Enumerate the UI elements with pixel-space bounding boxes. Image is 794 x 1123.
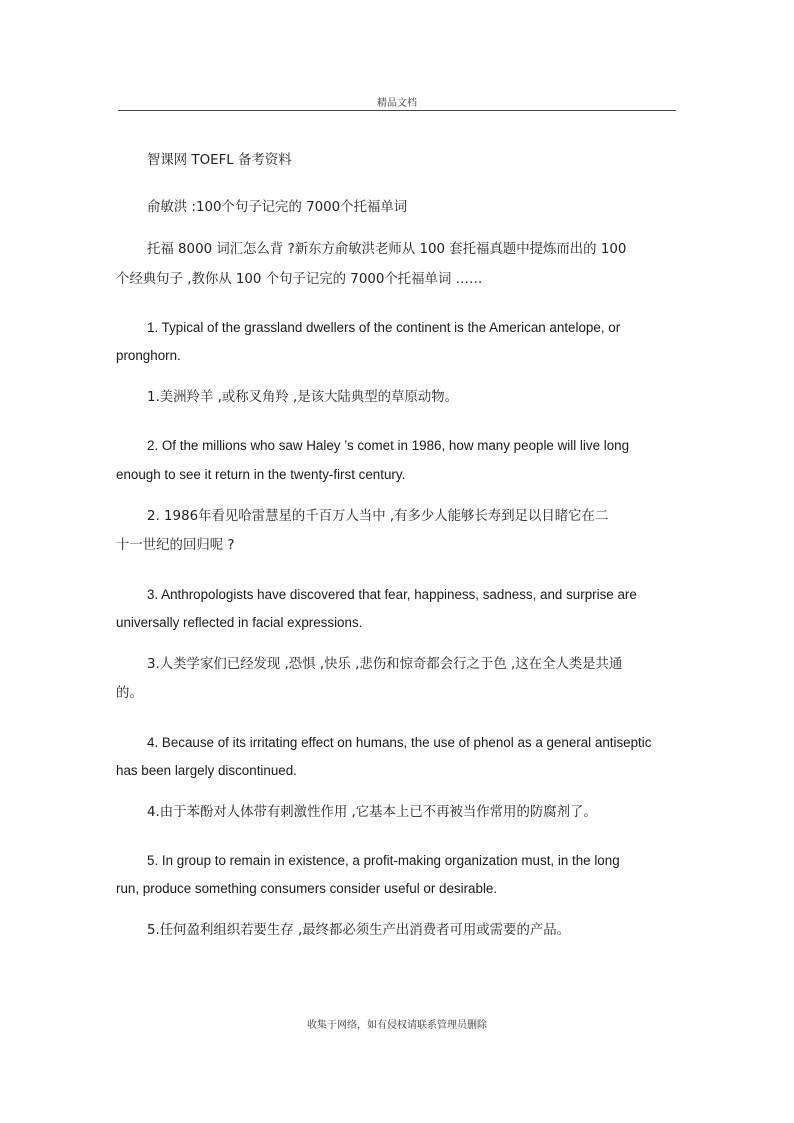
sentence-4-english-line1: 4. Because of its irritating effect on humans, the use of phenol as a general antiseptic bbox=[147, 735, 652, 750]
sentence-1-english-line1: 1. Typical of the grassland dwellers of the continent is the American antelope, or bbox=[147, 320, 621, 335]
sentence-3-chinese-line2: 的。 bbox=[116, 686, 143, 701]
intro-paragraph-line1: 托福 8000 词汇怎么背 ?新东方俞敏洪老师从 100 套托福真题中提炼而出的 100 bbox=[147, 242, 627, 257]
page-header: 精品文档 bbox=[377, 98, 417, 109]
sentence-3-english-line1: 3. Anthropologists have discovered that fear, happiness, sadness, and surprise are bbox=[147, 587, 637, 602]
sentence-1-chinese-line1: 1.美洲羚羊 ,或称叉角羚 ,是该大陆典型的草原动物。 bbox=[147, 390, 459, 405]
sentence-3-english-line2: universally reflected in facial expressions. bbox=[116, 615, 363, 630]
sentence-4-english-line2: has been largely discontinued. bbox=[116, 763, 297, 778]
intro-subtitle: 俞敏洪 :100个句子记完的 7000个托福单词 bbox=[147, 200, 408, 215]
sentence-2-english-line2: enough to see it return in the twenty-first century. bbox=[116, 467, 406, 482]
sentence-2-chinese-line2: 十一世纪的回归呢 ? bbox=[116, 538, 235, 553]
sentence-5-chinese-line1: 5.任何盈利组织若要生存 ,最终都必须生产出消费者可用或需要的产品。 bbox=[147, 923, 571, 938]
sentence-3-chinese-line1: 3.人类学家们已经发现 ,恐惧 ,快乐 ,悲伤和惊奇都会行之于色 ,这在全人类是共通 bbox=[147, 657, 623, 672]
page-footer: 收集于网络，如有侵权请联系管理员删除 bbox=[307, 1020, 487, 1031]
intro-title: 智课网 TOEFL 备考资料 bbox=[147, 153, 292, 168]
sentence-2-english-line1: 2. Of the millions who saw Haley ’s comet in 1986, how many people will live long bbox=[147, 438, 630, 453]
intro-paragraph-line2: 个经典句子 ,教你从 100 个句子记完的 7000个托福单词 …… bbox=[116, 272, 483, 287]
sentence-1-english-line2: pronghorn. bbox=[116, 348, 181, 363]
header-rule bbox=[118, 110, 676, 111]
sentence-2-chinese-line1: 2. 1986年看见哈雷慧星的千百万人当中 ,有多少人能够长寿到足以目睹它在二 bbox=[147, 509, 609, 524]
sentence-5-english-line1: 5. In group to remain in existence, a profit-making organization must, in the long bbox=[147, 853, 620, 868]
sentence-4-chinese-line1: 4.由于苯酚对人体带有刺激性作用 ,它基本上已不再被当作常用的防腐剂了。 bbox=[147, 805, 597, 820]
sentence-5-english-line2: run, produce something consumers consider useful or desirable. bbox=[116, 881, 498, 896]
